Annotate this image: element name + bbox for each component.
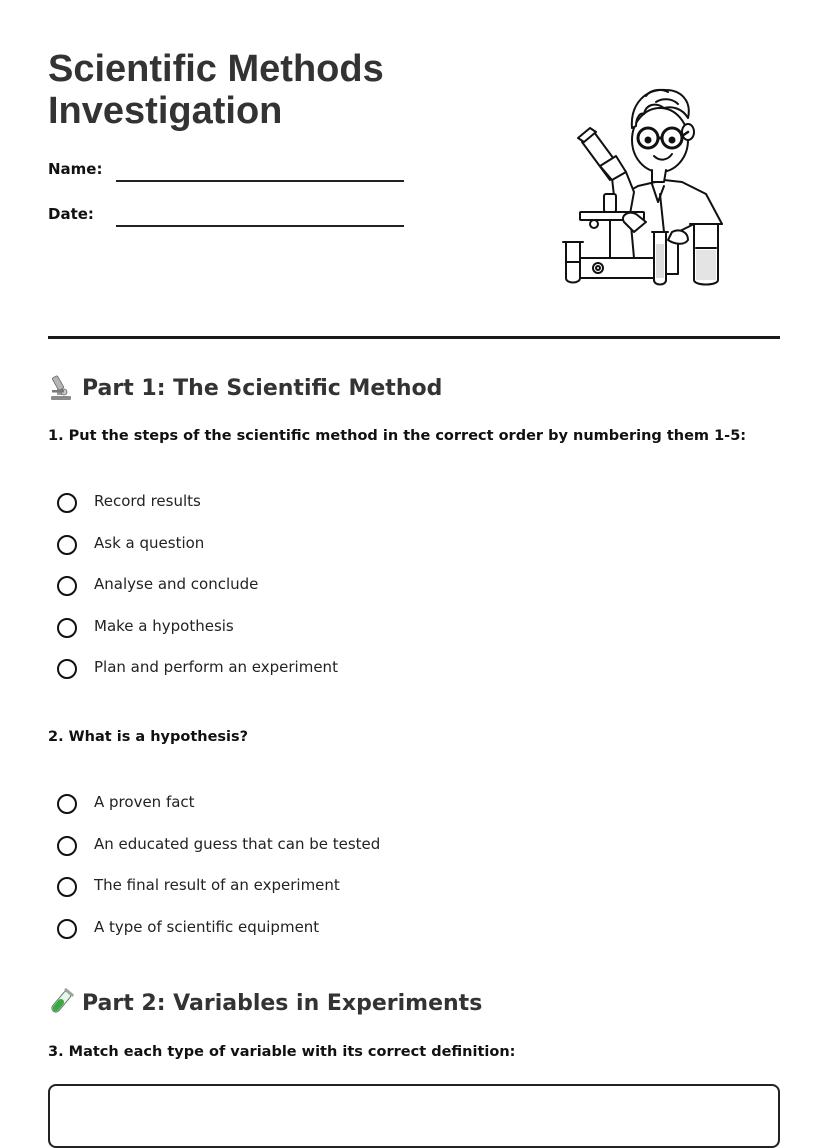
option-scientific-equipment[interactable] — [57, 917, 757, 959]
question-2-options — [57, 792, 757, 958]
option-label: A proven fact — [94, 793, 195, 811]
microscope-icon — [48, 373, 74, 401]
name-label: Name: — [48, 160, 103, 178]
date-field — [48, 205, 408, 229]
option-label: A type of scientific equipment — [94, 917, 320, 936]
option-analyse-and-conclude[interactable] — [57, 574, 757, 616]
option-record-results[interactable] — [57, 491, 757, 533]
header-divider — [48, 336, 780, 339]
option-label: Make a hypothesis — [94, 616, 234, 635]
radio-button[interactable] — [57, 618, 77, 638]
part1-heading — [48, 374, 780, 404]
radio-button[interactable] — [57, 919, 77, 939]
radio-button[interactable] — [57, 493, 77, 513]
name-field — [48, 160, 408, 184]
option-label: Ask a question — [94, 533, 205, 552]
matching-box[interactable] — [48, 1084, 780, 1148]
date-label: Date: — [48, 205, 94, 223]
radio-button[interactable] — [57, 794, 77, 814]
option-plan-and-perform[interactable] — [57, 657, 757, 699]
option-label: The final result of an experiment — [94, 876, 340, 894]
question-3: 3. Match each type of variable with its correct definition: — [48, 1044, 516, 1060]
option-ask-a-question[interactable] — [57, 533, 757, 575]
radio-button[interactable] — [57, 877, 77, 897]
option-proven-fact[interactable] — [57, 792, 757, 834]
option-label: An educated guess that can be tested — [94, 834, 381, 853]
question-1-options — [57, 491, 757, 699]
option-final-result[interactable] — [57, 875, 757, 917]
radio-button[interactable] — [57, 576, 77, 596]
part2-title: Part 2: Variables in Experiments — [82, 991, 483, 1016]
question-2: 2. What is a hypothesis? — [48, 729, 249, 745]
option-label: Record results — [94, 492, 201, 510]
part1-title: Part 1: The Scientific Method — [82, 376, 443, 401]
part2-heading — [48, 989, 780, 1019]
page-title: Scientific Methods Investigation — [48, 48, 384, 132]
name-input-line[interactable] — [116, 180, 404, 182]
test-tube-icon — [48, 988, 74, 1016]
option-label: Analyse and conclude — [94, 575, 259, 593]
question-1: 1. Put the steps of the scientific method in the correct order by numbering them 1-5: — [48, 428, 747, 444]
radio-button[interactable] — [57, 659, 77, 679]
radio-button[interactable] — [57, 535, 77, 555]
scientist-illustration — [560, 82, 726, 288]
option-educated-guess[interactable] — [57, 834, 757, 876]
option-label: Plan and perform an experiment — [94, 658, 338, 676]
option-make-a-hypothesis[interactable] — [57, 616, 757, 658]
date-input-line[interactable] — [116, 225, 404, 227]
worksheet-page — [48, 0, 780, 1118]
radio-button[interactable] — [57, 836, 77, 856]
